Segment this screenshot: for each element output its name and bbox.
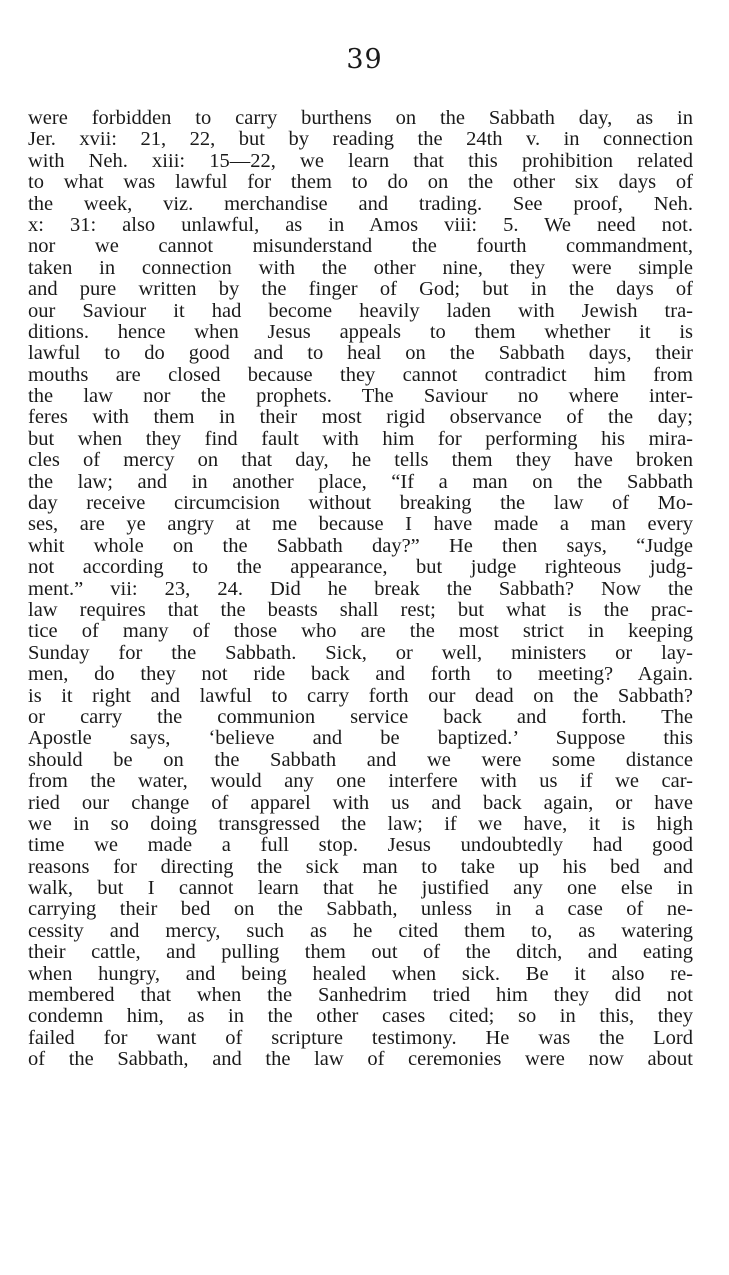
text-line: nor we cannot misunderstand the fourth commandment,	[28, 235, 693, 258]
text-line: membered that when the Sanhedrim tried him they did not	[28, 984, 693, 1007]
text-line: ditions. hence when Jesus appeals to them whether it is	[28, 320, 693, 343]
text-line: or carry the communion service back and forth. The	[28, 705, 693, 728]
text-line: their cattle, and pulling them out of the ditch, and eating	[28, 941, 693, 964]
text-line: and pure written by the finger of God; but in the days of	[28, 278, 693, 301]
text-line: time we made a full stop. Jesus undoubtedly had good	[28, 834, 693, 857]
text-line: failed for want of scripture testimony. He was the Lord	[28, 1026, 693, 1049]
text-line: carrying their bed on the Sabbath, unless in a case of ne-	[28, 898, 693, 921]
text-line: cessity and mercy, such as he cited them to, as watering	[28, 919, 693, 942]
text-line: to what was lawful for them to do on the other six days of	[28, 171, 693, 194]
text-line: the law; and in another place, “If a man on the Sabbath	[28, 470, 693, 493]
text-line: from the water, would any one interfere with us if we car-	[28, 770, 693, 793]
text-line: with Neh. xiii: 15—22, we learn that this prohibition related	[28, 149, 693, 172]
text-line: tice of many of those who are the most strict in keeping	[28, 620, 693, 643]
text-line: were forbidden to carry burthens on the Sabbath day, as in	[28, 107, 693, 129]
text-line: condemn him, as in the other cases cited; so in this, they	[28, 1005, 693, 1028]
text-line: law requires that the beasts shall rest; but what is the prac-	[28, 598, 693, 621]
text-line: ried our change of apparel with us and back again, or have	[28, 791, 693, 814]
text-line: when hungry, and being healed when sick. Be it also re-	[28, 962, 693, 985]
text-line: Sunday for the Sabbath. Sick, or well, ministers or lay-	[28, 641, 693, 664]
text-line: x: 31: also unlawful, as in Amos viii: 5. We need not.	[28, 213, 693, 236]
text-line: we in so doing transgressed the law; if we have, it is high	[28, 812, 693, 835]
text-line: our Saviour it had become heavily laden with Jewish tra-	[28, 299, 693, 322]
text-line: of the Sabbath, and the law of ceremonies were now about	[28, 1048, 693, 1071]
text-line: ses, are ye angry at me because I have made a man every	[28, 513, 693, 536]
text-line: Apostle says, ‘believe and be baptized.’ Suppose this	[28, 727, 693, 750]
text-line: the law nor the prophets. The Saviour no where inter-	[28, 385, 693, 408]
text-line: cles of mercy on that day, he tells them they have broken	[28, 449, 693, 472]
text-line: not according to the appearance, but judge righteous judg-	[28, 556, 693, 579]
text-line: but when they find fault with him for performing his mira-	[28, 427, 693, 450]
text-line: walk, but I cannot learn that he justified any one else in	[28, 877, 693, 900]
text-line: mouths are closed because they cannot contradict him from	[28, 363, 693, 386]
text-line: Jer. xvii: 21, 22, but by reading the 24th v. in connection	[28, 128, 693, 151]
text-line: the week, viz. merchandise and trading. See proof, Neh.	[28, 192, 693, 215]
page-number: 39	[346, 44, 383, 75]
body-text	[28, 108, 693, 1071]
text-line: taken in connection with the other nine, they were simple	[28, 256, 693, 279]
text-line: is it right and lawful to carry forth our dead on the Sabbath?	[28, 684, 693, 707]
text-line: men, do they not ride back and forth to meeting? Again.	[28, 663, 693, 686]
text-line: day receive circumcision without breaking the law of Mo-	[28, 492, 693, 515]
text-line: ment.” vii: 23, 24. Did he break the Sabbath? Now the	[28, 577, 693, 600]
text-line: whit whole on the Sabbath day?” He then says, “Judge	[28, 534, 693, 557]
text-line: lawful to do good and to heal on the Sabbath days, their	[28, 342, 693, 365]
text-line: reasons for directing the sick man to take up his bed and	[28, 855, 693, 878]
text-line: should be on the Sabbath and we were some distance	[28, 748, 693, 771]
text-line: feres with them in their most rigid observance of the day;	[28, 406, 693, 429]
